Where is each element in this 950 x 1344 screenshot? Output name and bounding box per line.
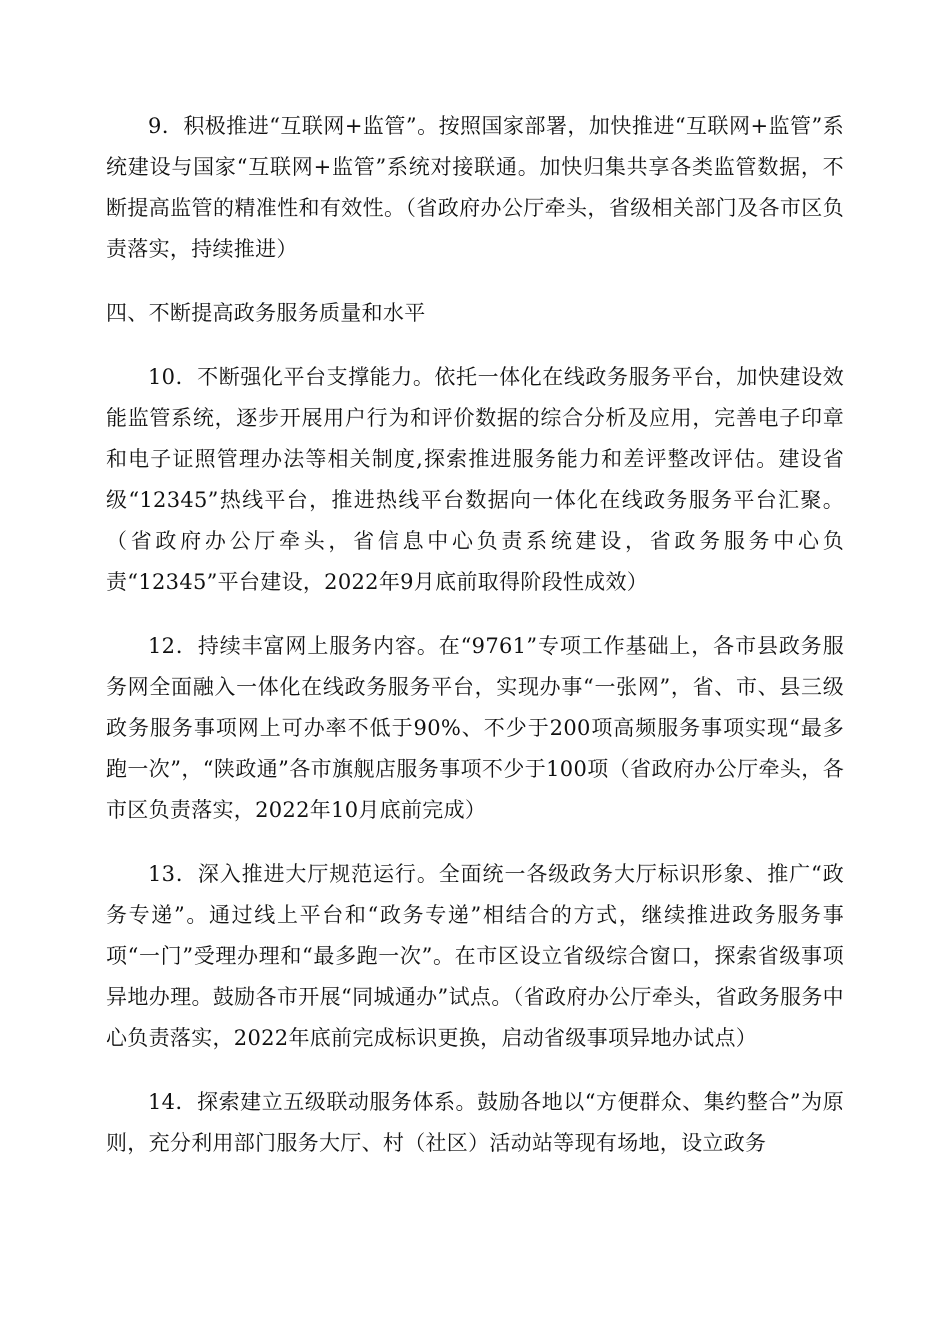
document-body bbox=[106, 106, 844, 1187]
section-heading-4: 四、不断提高政务服务质量和水平 bbox=[106, 301, 426, 325]
paragraph-item-9: 9．积极推进“互联网+监管”。按照国家部署，加快推进“互联网+监管”系统建设与国家“互联网+监管”系统对接联通。加快归集共享各类监管数据，不断提高监管的精准性和有效性。（省政府办公厅牵头，省级相关部门及各市区负责落实，持续推进） bbox=[106, 114, 844, 261]
paragraph-item-12: 12．持续丰富网上服务内容。在“9761”专项工作基础上，各市县政务服务网全面融入一体化在线政务服务平台，实现办事“一张网”，省、市、县三级政务服务事项网上可办率不低于90%、不少于200项高频服务事项实现“最多跑一次”，“陕政通”各市旗舰店服务事项不少于100项（省政府办公厅牵头，各市区负责落实，2022年10月底前完成） bbox=[106, 634, 844, 822]
paragraph-item-13: 13．深入推进大厅规范运行。全面统一各级政务大厅标识形象、推广“政务专递”。通过线上平台和“政务专递”相结合的方式，继续推进政务服务事项“一门”受理办理和“最多跑一次”。在市区设立省级综合窗口，探索省级事项异地办理。鼓励各市开展“同城通办”试点。（省政府办公厅牵头，省政务服务中心负责落实，2022年底前完成标识更换，启动省级事项异地办试点） bbox=[106, 862, 844, 1050]
paragraph-item-14: 14．探索建立五级联动服务体系。鼓励各地以“方便群众、集约整合”为原则，充分利用部门服务大厅、村（社区）活动站等现有场地，设立政务 bbox=[106, 1090, 844, 1155]
paragraph-item-10: 10．不断强化平台支撑能力。依托一体化在线政务服务平台，加快建设效能监管系统，逐步开展用户行为和评价数据的综合分析及应用，完善电子印章和电子证照管理办法等相关制度,探索推进服务能力和差评整改评估。建设省级“12345”热线平台，推进热线平台数据向一体化在线政务服务平台汇聚。（省政府办公厅牵头，省信息中心负责系统建设，省政务服务中心负责“12345”平台建设，2022年9月底前取得阶段性成效） bbox=[106, 365, 844, 594]
